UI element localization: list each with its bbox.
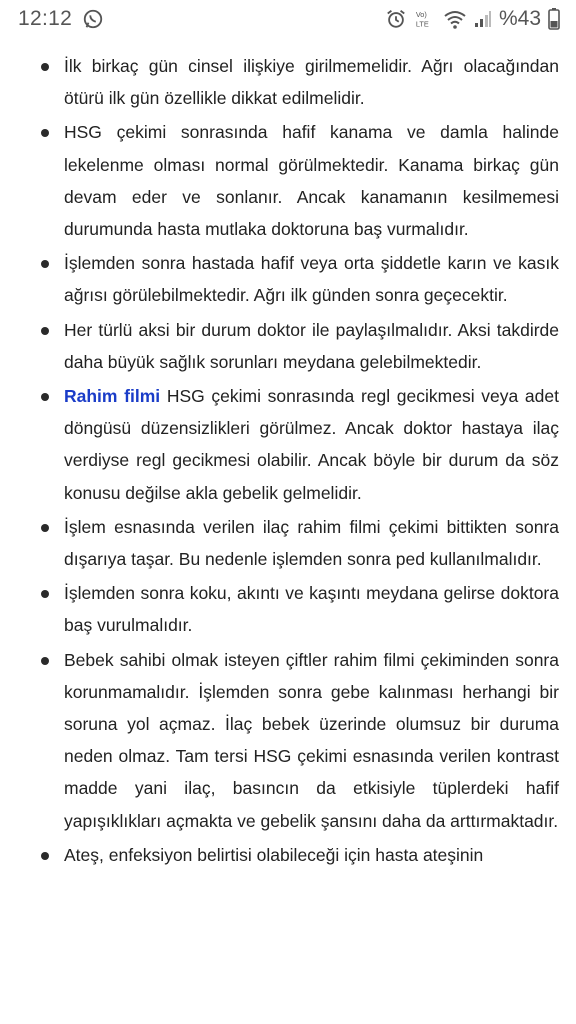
bullet-text: Bebek sahibi olmak isteyen çiftler rahim filmi çekiminden sonra korunmamalıdır. İşlemden sonra gebe kalınması herhangi bir soruna yol açmaz. İlaç bebek üzerinde olumsuz bir duruma neden olmaz. Tam tersi HSG çekimi esnasında verilen kontrast madde yani ilaç, basıncın da etkisiyle tüplerdeki hafif yapışıklıkları açmakta ve gebelik şansını daha da arttırmaktadır. xyxy=(64,649,559,831)
bullet-dot xyxy=(41,852,49,860)
wifi-icon xyxy=(443,9,467,29)
bullet-dot xyxy=(41,524,49,532)
rahim-filmi-link[interactable]: Rahim filmi xyxy=(64,386,161,407)
battery-percent: %43 xyxy=(498,7,541,30)
bullet-dot xyxy=(41,327,49,335)
list-item xyxy=(0,380,576,509)
battery-icon xyxy=(548,8,560,30)
status-left xyxy=(18,7,104,31)
svg-text:LTE: LTE xyxy=(415,19,429,29)
list-item xyxy=(0,511,576,575)
list-item xyxy=(0,116,576,245)
bullet-text: İşlemden sonra hastada hafif veya orta şiddetle karın ve kasık ağrısı görülebilmektedir. Ağrı ilk günden sonra geçecektir. xyxy=(64,253,559,306)
bullet-dot xyxy=(41,260,49,268)
bullet-dot xyxy=(41,393,49,401)
status-time: 12:12 xyxy=(18,7,73,30)
bullet-dot xyxy=(41,63,49,71)
status-bar xyxy=(0,0,576,38)
list-item xyxy=(0,577,576,641)
article-content xyxy=(0,50,576,873)
list-item xyxy=(0,839,576,871)
volte-icon xyxy=(414,8,436,30)
bullet-text: Ateş, enfeksiyon belirtisi olabileceği için hasta ateşinin xyxy=(64,844,484,865)
bullet-list xyxy=(0,50,576,871)
list-item xyxy=(0,644,576,837)
status-right xyxy=(385,7,560,31)
bullet-text: İlk birkaç gün cinsel ilişkiye girilmemelidir. Ağrı olacağından ötürü ilk gün özellikle dikkat edilmelidir. xyxy=(64,56,559,109)
alarm-icon xyxy=(385,8,407,30)
list-item xyxy=(0,247,576,311)
bullet-dot xyxy=(41,129,49,137)
bullet-text: İşlemden sonra koku, akıntı ve kaşıntı meydana gelirse doktora baş vurulmalıdır. xyxy=(64,583,559,636)
list-item xyxy=(0,314,576,378)
list-item xyxy=(0,50,576,114)
bullet-text: HSG çekimi sonrasında hafif kanama ve damla halinde lekelenme olması normal görülmektedir. Kanama birkaç gün devam eder ve sonlanır. Ancak kanamanın kesilmemesi durumunda hasta mutlaka doktoruna baş vurmalıdır. xyxy=(64,122,559,240)
svg-text:Vo): Vo) xyxy=(415,10,427,20)
bullet-dot xyxy=(41,590,49,598)
bullet-dot xyxy=(41,657,49,665)
whatsapp-icon xyxy=(82,8,104,30)
signal-icon xyxy=(474,10,492,28)
bullet-text: Her türlü aksi bir durum doktor ile paylaşılmalıdır. Aksi takdirde daha büyük sağlık sorunları meydana gelebilmektedir. xyxy=(64,319,559,372)
bullet-text: İşlem esnasında verilen ilaç rahim filmi çekimi bittikten sonra dışarıya taşar. Bu nedenle işlemden sonra ped kullanılmalıdır. xyxy=(64,516,559,570)
bullet-text: HSG çekimi sonrasında regl gecikmesi veya adet döngüsü düzensizlikleri görülmez. Ancak doktor hastaya ilaç verdiyse regl gecikmesi olabilir. Ancak böyle bir durum da söz konusu değilse akla gebelik gelmelidir. xyxy=(64,386,559,503)
